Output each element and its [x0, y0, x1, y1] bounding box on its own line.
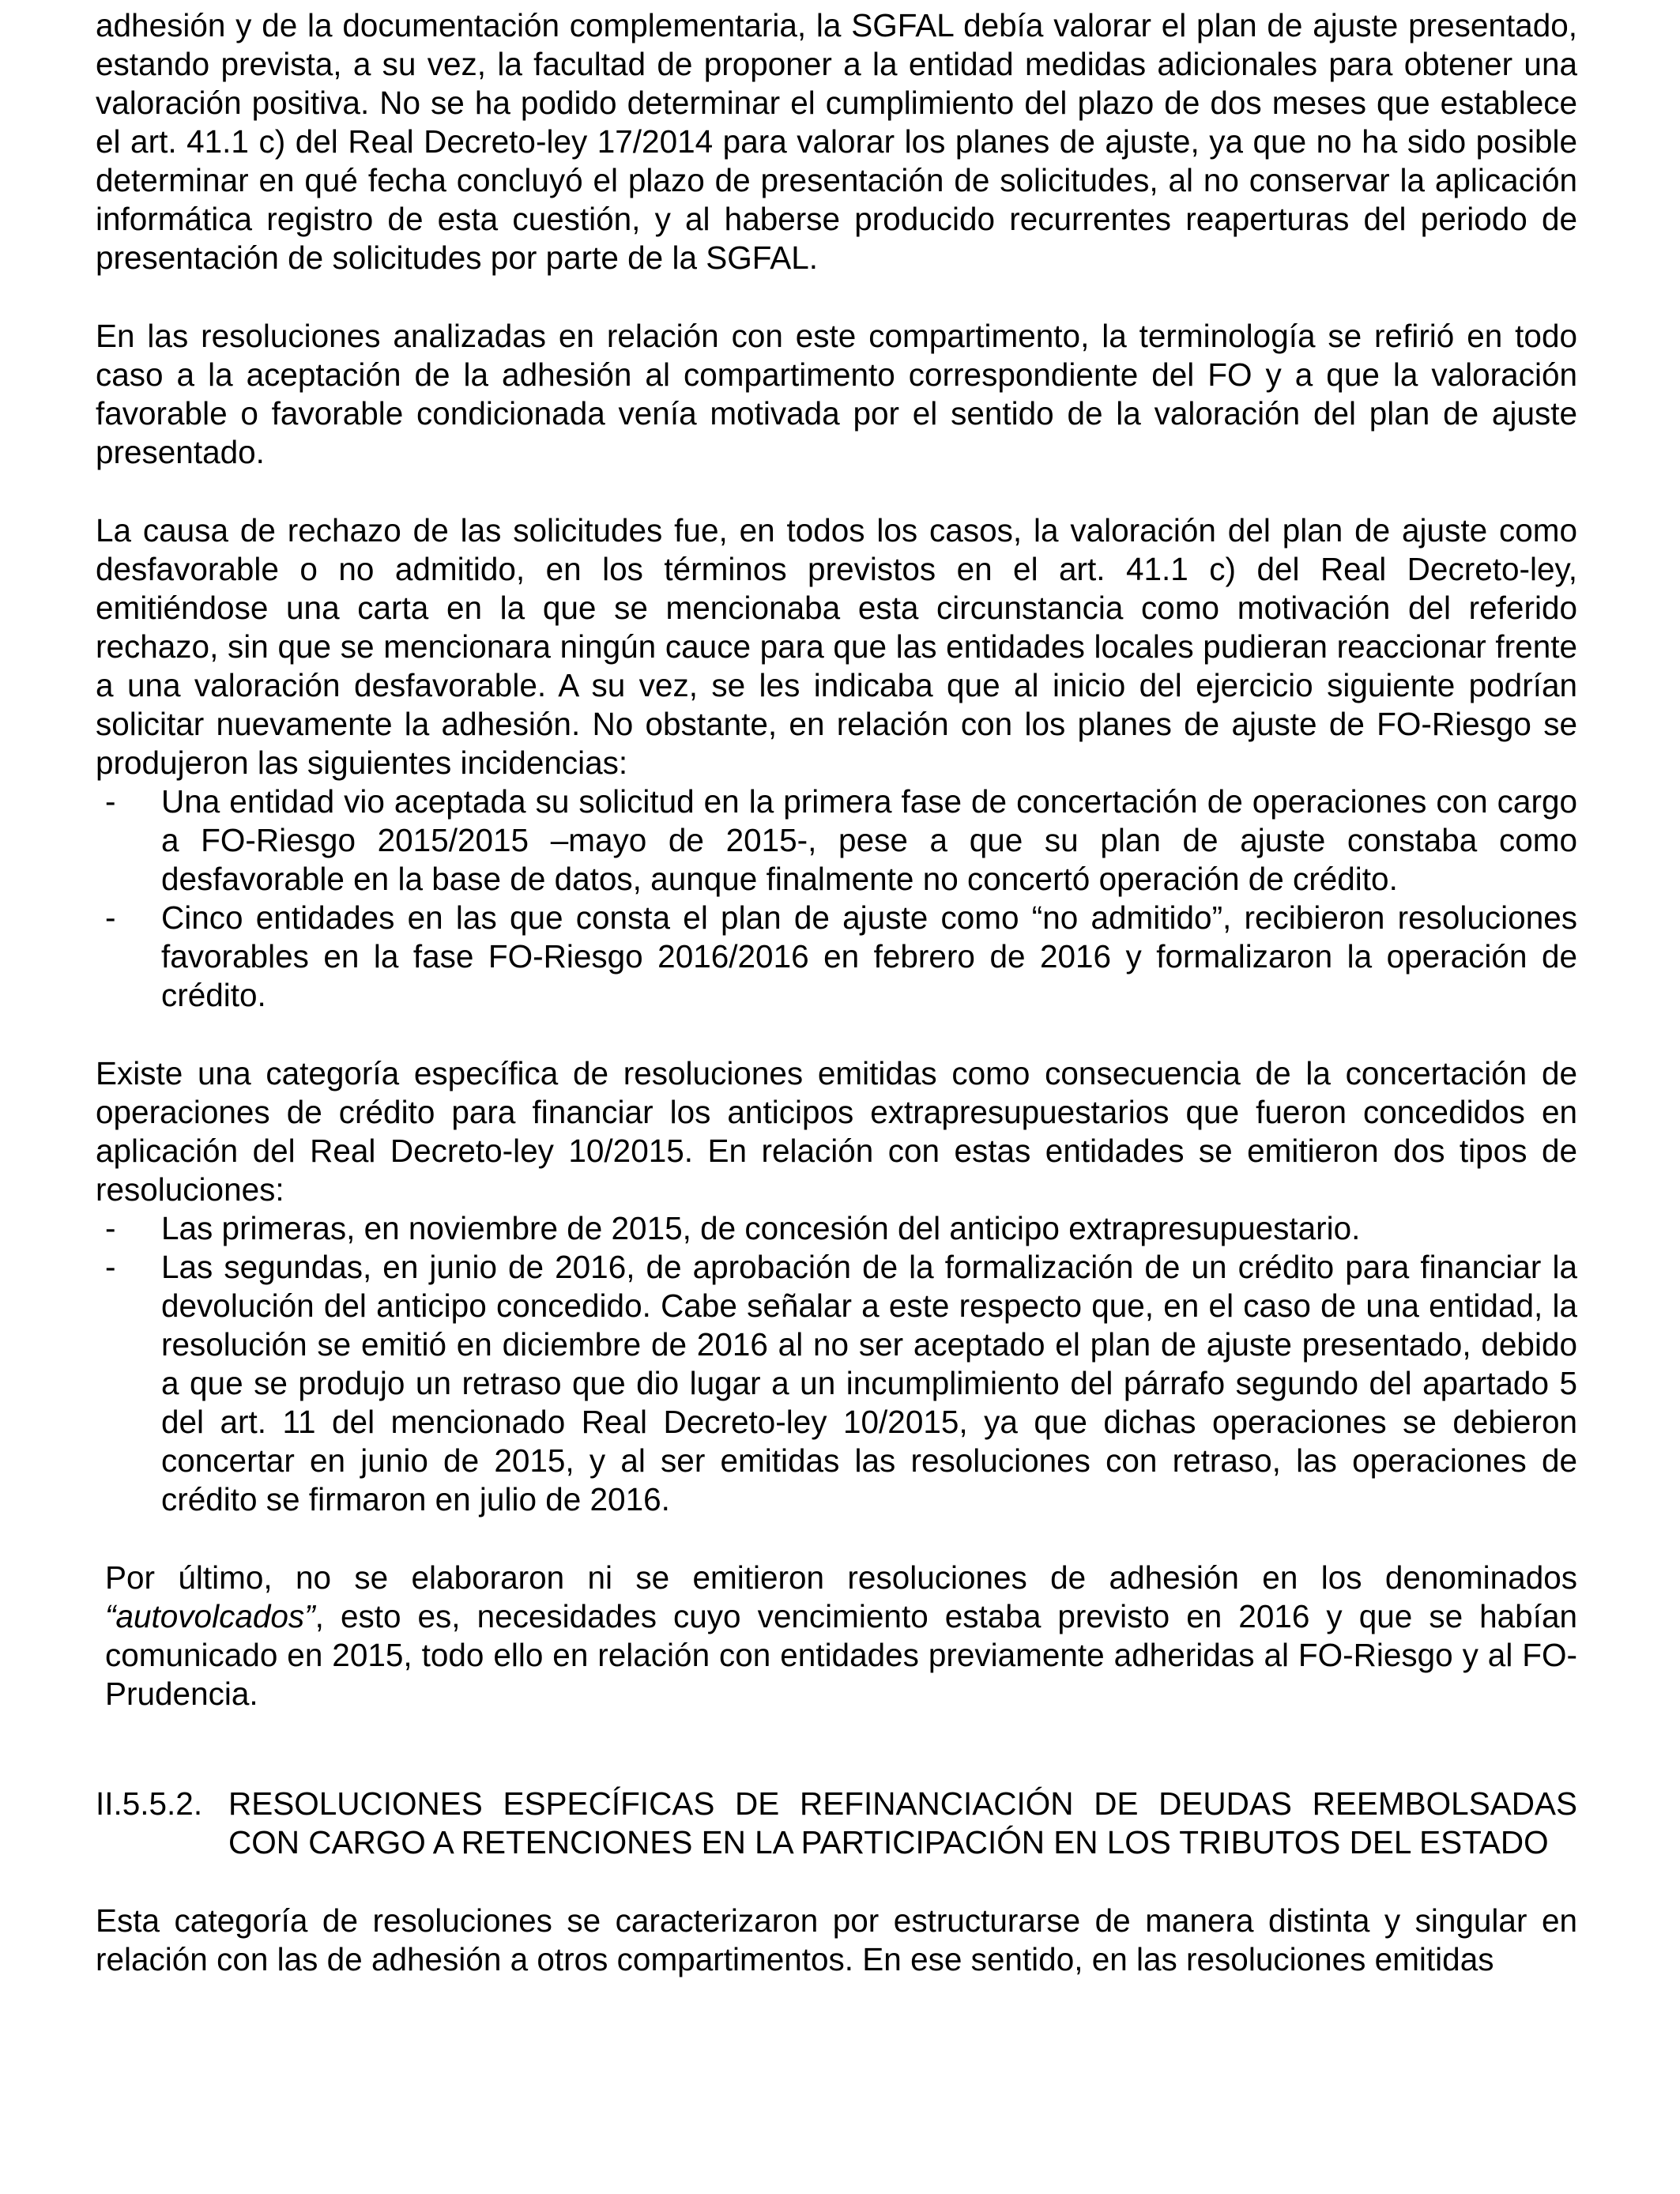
document-page: [96, 0, 1577, 1979]
section-heading-title: RESOLUCIONES ESPECÍFICAS DE REFINANCIACIÓN DE DEUDAS REEMBOLSADAS CON CARGO A RETENCIONES EN LA PARTICIPACIÓN EN LOS TRIBUTOS DEL ESTADO: [228, 1785, 1577, 1860]
list-item-text: Las segundas, en junio de 2016, de aprobación de la formalización de un crédito para financiar la devolución del anticipo concedido. Cabe señalar a este respecto que, en el caso de una entidad, la resolución se emitió en diciembre de 2016 al no ser aceptado el plan de ajuste presentado, debido a que se produjo un retraso que dio lugar a un incumplimiento del párrafo segundo del apartado 5 del art. 11 del mencionado Real Decreto-ley 10/2015, ya que dichas operaciones se debieron concertar en junio de 2015, y al ser emitidas las resoluciones con retraso, las operaciones de crédito se firmaron en julio de 2016.: [161, 1249, 1577, 1517]
paragraph-categoria-resoluciones: Esta categoría de resoluciones se caracterizaron por estructurarse de manera distinta y singular en relación con las de adhesión a otros compartimentos. En ese sentido, en las resoluciones emitidas: [96, 1902, 1577, 1977]
paragraph-plan-valoracion: adhesión y de la documentación complementaria, la SGFAL debía valorar el plan de ajuste presentado, estando prevista, a su vez, la facultad de proponer a la entidad medidas adicionales para obtener una valoración positiva. No se ha podido determinar el cumplimiento del plazo de dos meses que establece el art. 41.1 c) del Real Decreto-ley 17/2014 para valorar los planes de ajuste, ya que no ha sido posible determinar en qué fecha concluyó el plazo de presentación de solicitudes, al no conservar la aplicación informática registro de esta cuestión, y al haberse producido recurrentes reaperturas del periodo de presentación de solicitudes por parte de la SGFAL.: [96, 7, 1577, 276]
paragraph-autovolcados-lead: Por último, no se elaboraron ni se emitieron resoluciones de adhesión en los denominados: [105, 1559, 1577, 1596]
section-heading-number: II.5.5.2.: [96, 1785, 203, 1822]
paragraph-terminologia: En las resoluciones analizadas en relación con este compartimento, la terminología se refirió en todo caso a la aceptación de la adhesión al compartimento correspondiente del FO y a que la valoración favorable o favorable condicionada venía motivada por el sentido de la valoración del plan de ajuste presentado.: [96, 318, 1577, 470]
list-item-text: Una entidad vio aceptada su solicitud en la primera fase de concertación de operaciones con cargo a FO-Riesgo 2015/2015 –mayo de 2015-, pese a que su plan de ajuste constaba como desfavorable en la base de datos, aunque finalmente no concertó operación de crédito.: [161, 783, 1577, 897]
paragraph-autovolcados-tail: , esto es, necesidades cuyo vencimiento estaba previsto en 2016 y que se habían comunicado en 2015, todo ello en relación con entidades previamente adheridas al FO-Riesgo y al FO-Prudencia.: [105, 1598, 1577, 1712]
bullet-dash: -: [105, 1210, 116, 1246]
list-item: [96, 899, 1577, 1015]
paragraph-autovolcados-term: “autovolcados”: [105, 1598, 315, 1634]
paragraph-autovolcados: [96, 1559, 1577, 1713]
list-item: [96, 1209, 1577, 1248]
list-item-text: Cinco entidades en las que consta el plan de ajuste como “no admitido”, recibieron resoluciones favorables en la fase FO-Riesgo 2016/2016 en febrero de 2016 y formalizaron la operación de crédito.: [161, 899, 1577, 1013]
bullet-dash: -: [105, 1249, 116, 1285]
paragraph-causa-rechazo: La causa de rechazo de las solicitudes fue, en todos los casos, la valoración del plan de ajuste como desfavorable o no admitido, en los términos previstos en el art. 41.1 c) del Real Decreto-ley, emitiéndose una carta en la que se mencionaba esta circunstancia como motivación del referido rechazo, sin que se mencionara ningún cauce para que las entidades locales pudieran reaccionar frente a una valoración desfavorable. A su vez, se les indicaba que al inicio del ejercicio siguiente podrían solicitar nuevamente la adhesión. No obstante, en relación con los planes de ajuste de FO-Riesgo se produjeron las siguientes incidencias:: [96, 512, 1577, 781]
list-item: [96, 1248, 1577, 1519]
bullet-dash: -: [105, 783, 116, 820]
bullet-dash: -: [105, 899, 116, 936]
paragraph-categoria-especifica: Existe una categoría específica de resoluciones emitidas como consecuencia de la concertación de operaciones de crédito para financiar los anticipos extrapresupuestarios que fueron concedidos en aplicación del Real Decreto-ley 10/2015. En relación con estas entidades se emitieron dos tipos de resoluciones:: [96, 1055, 1577, 1208]
section-heading: [96, 1785, 1577, 1862]
list-item-text: Las primeras, en noviembre de 2015, de concesión del anticipo extrapresupuestario.: [161, 1210, 1361, 1246]
list-item: [96, 782, 1577, 899]
